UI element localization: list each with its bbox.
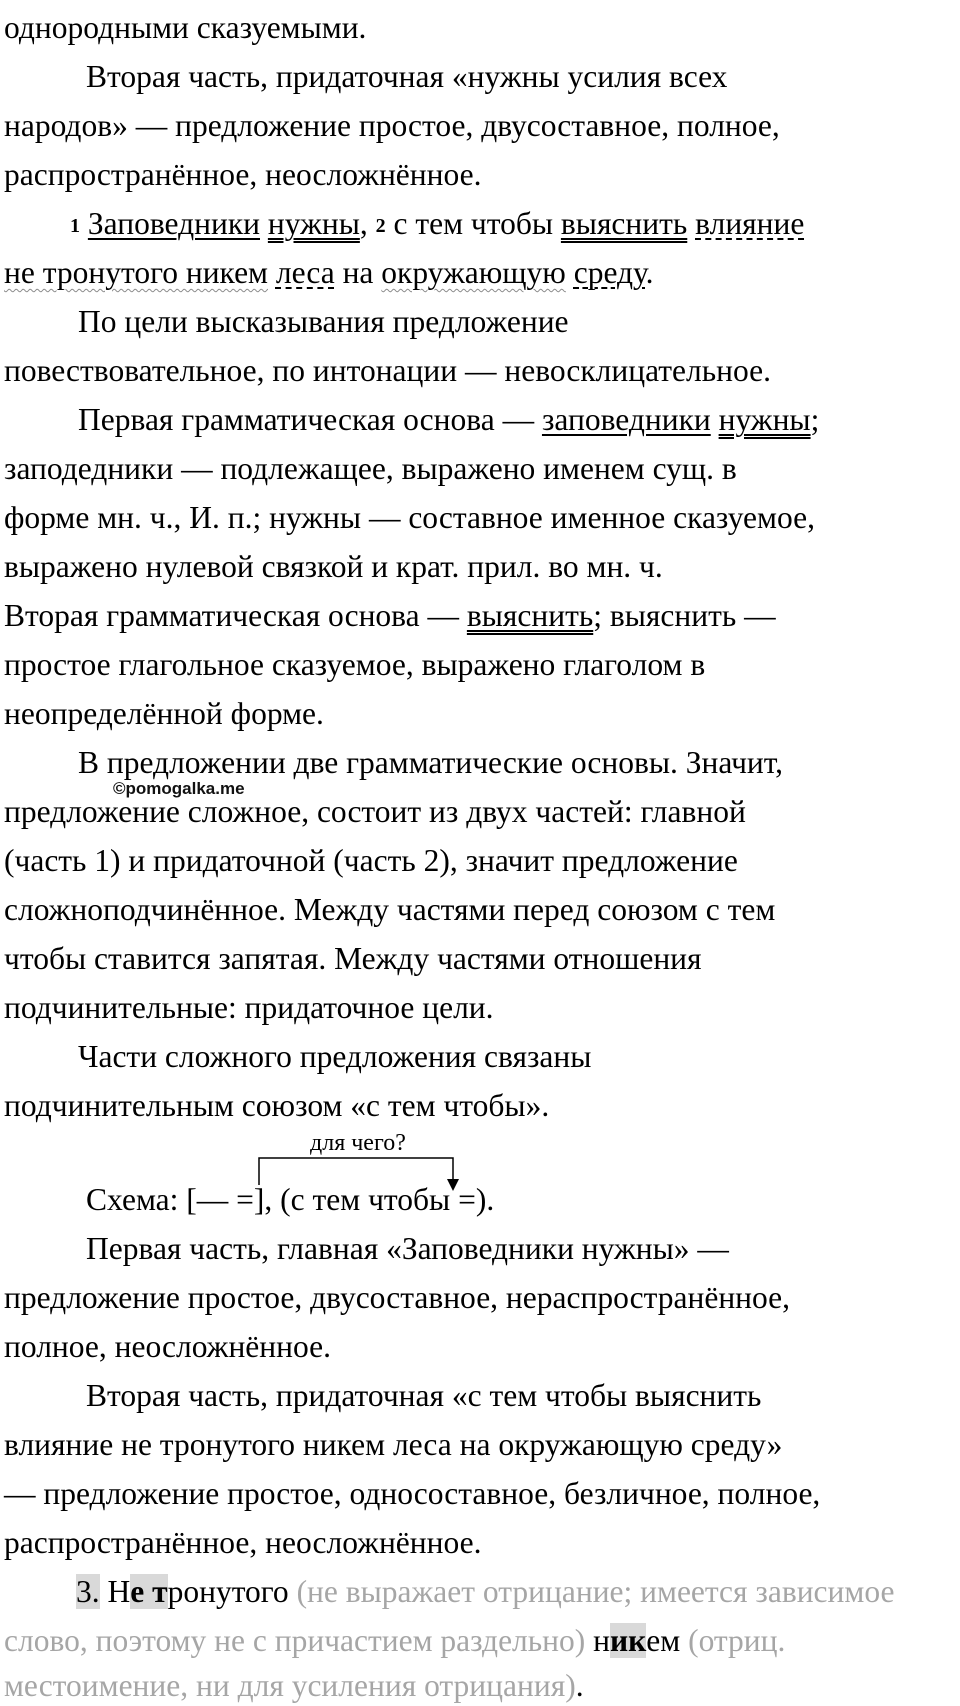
text-line: однородными сказуемыми. <box>4 10 367 45</box>
task-note: слово, поэтому не с причастием раздельно) <box>4 1623 586 1658</box>
text-line: подчинительным союзом «с тем чтобы». <box>4 1088 550 1123</box>
text-line: (часть 1) и придаточной (часть 2), значит предложение <box>4 843 738 878</box>
scheme-line: Схема: [— =], (с тем чтобы =). <box>86 1182 495 1217</box>
part-number: 1 <box>70 215 80 237</box>
text-line: повествовательное, по интонации — невосклицательное. <box>4 353 771 388</box>
text-line: влияние не тронутого никем леса на окружающую среду» <box>4 1427 783 1462</box>
text-line: Части сложного предложения связаны <box>78 1039 592 1074</box>
scheme-sub-part: , (с тем чтобы =). <box>264 1182 495 1217</box>
task-word: Не тронутого <box>107 1574 289 1609</box>
part-number: 2 <box>375 215 386 237</box>
object-word: леса <box>275 255 335 290</box>
task-note: (не выражает отрицание; имеется зависимое <box>296 1574 895 1609</box>
text-line: подчинительные: придаточное цели. <box>4 990 494 1025</box>
text-line: Первая грамматическая основа — заповедники нужны; <box>78 402 820 437</box>
task-note: (отриц. <box>688 1623 786 1658</box>
text-line: Вторая часть, придаточная «с тем чтобы выяснить <box>86 1378 762 1413</box>
predicate-word: нужны <box>267 206 360 241</box>
task-note: местоимение, ни для усиления отрицания) <box>4 1668 576 1703</box>
text-line: простое глагольное сказуемое, выражено глаголом в <box>4 647 706 682</box>
task-line <box>76 1572 894 1612</box>
conjunction: с тем чтобы <box>393 206 554 241</box>
text-line: заподедники — подлежащее, выражено именем сущ. в <box>4 451 737 486</box>
text-line: распространённое, неосложнённое. <box>4 157 482 192</box>
text-line: распространённое, неосложнённое. <box>4 1525 482 1560</box>
task-word: никем <box>593 1623 681 1658</box>
sentence-parse-line: 1 Заповедники нужны, 2 с тем чтобы выяснить влияние <box>70 206 805 241</box>
text-line: выражено нулевой связкой и крат. прил. во мн. ч. <box>4 549 663 584</box>
modifier-phrase: не тронутого никем <box>4 255 268 290</box>
watermark: ©pomogalka.me <box>113 779 245 798</box>
task-line: местоимение, ни для усиления отрицания). <box>4 1668 584 1703</box>
object-word: среду <box>573 255 646 290</box>
spelling-highlight: е т <box>130 1574 168 1609</box>
scheme-main-part: [— =] <box>186 1182 265 1217</box>
text-line: Вторая часть, придаточная «нужны усилия всех <box>86 59 728 94</box>
spelling-highlight: ик <box>609 1623 647 1658</box>
scheme-question: для чего? <box>310 1130 406 1156</box>
task-line <box>4 1621 785 1661</box>
text-line: народов» — предложение простое, двусоставное, полное, <box>4 108 780 143</box>
object-word: влияние <box>695 206 805 241</box>
modifier-word: окружающую <box>381 255 566 290</box>
text-line: сложноподчинённое. Между частями перед союзом с тем <box>4 892 776 927</box>
text-line: предложение простое, двусоставное, нераспространённое, <box>4 1280 791 1315</box>
sentence-parse-line: не тронутого никем леса на окружающую среду. <box>4 255 654 290</box>
predicate-word: выяснить <box>560 206 688 241</box>
subject-word: Заповедники <box>87 206 260 241</box>
text-line: Вторая грамматическая основа — выяснить; выяснить — <box>4 598 776 633</box>
text-line: В предложении две грамматические основы. Значит, <box>78 745 784 780</box>
predicate-word: выяснить <box>466 598 594 633</box>
text-line: — предложение простое, односоставное, безличное, полное, <box>4 1476 821 1511</box>
text-line: По цели высказывания предложение <box>78 304 569 339</box>
text-line: Первая часть, главная «Заповедники нужны» — <box>86 1231 729 1266</box>
predicate-word: нужны <box>718 402 811 437</box>
text-line: чтобы ставится запятая. Между частями отношения <box>4 941 702 976</box>
text-line: полное, неосложнённое. <box>4 1329 331 1364</box>
text-line: неопределённой форме. <box>4 696 324 731</box>
subject-word: заповедники <box>541 402 711 437</box>
task-number: 3. <box>76 1574 100 1609</box>
text-line: предложение сложное, состоит из двух частей: главной <box>4 794 746 829</box>
text-line: форме мн. ч., И. п.; нужны — составное именное сказуемое, <box>4 500 815 535</box>
